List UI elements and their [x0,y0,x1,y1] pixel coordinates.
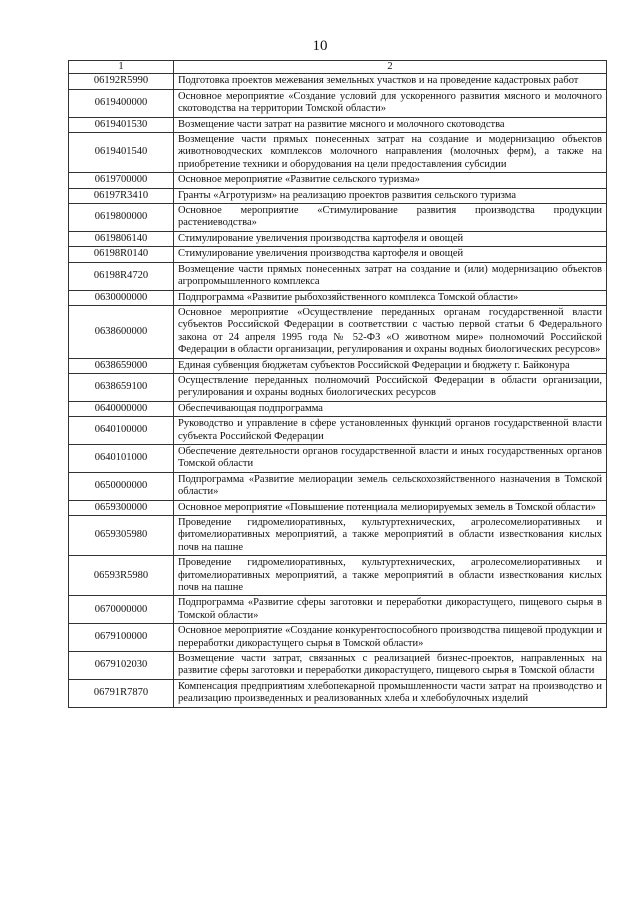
row-code: 06197R3410 [69,188,174,203]
column-header-code: 1 [69,61,174,74]
row-description: Возмещение части затрат, связанных с реализацией бизнес-проектов, направленных на развитие сферы заготовки и переработки дикорастущего, пищевого сырья в Томской области [174,652,607,680]
row-description: Подпрограмма «Развитие рыбохозяйственного комплекса Томской области» [174,290,607,305]
table-row [69,652,607,680]
row-description: Стимулирование увеличения производства картофеля и овощей [174,247,607,262]
row-description: Возмещение части затрат на развитие мясного и молочного скотоводства [174,117,607,132]
row-code: 0619401530 [69,117,174,132]
budget-classification-table [68,60,607,708]
row-code: 0640000000 [69,401,174,416]
row-code: 0619806140 [69,231,174,246]
table-row [69,117,607,132]
row-description: Обеспечивающая подпрограмма [174,401,607,416]
row-code: 06198R4720 [69,262,174,290]
row-description: Гранты «Агротуризм» на реализацию проектов развития сельского туризма [174,188,607,203]
table-row [69,500,607,515]
table-row [69,173,607,188]
row-description: Возмещение части прямых понесенных затрат на создание и (или) модернизацию объектов агропромышленного комплекса [174,262,607,290]
row-code: 0619400000 [69,89,174,117]
row-description: Осуществление переданных полномочий Российской Федерации в области организации, регулирования и охраны водных биологических ресурсов [174,373,607,401]
row-code: 0679102030 [69,652,174,680]
row-code: 0619401540 [69,133,174,173]
row-code: 0640100000 [69,417,174,445]
table-row [69,305,607,358]
row-description: Основное мероприятие «Создание конкурентоспособного производства пищевой продукции и переработки дикорастущего сырья в Томской области» [174,624,607,652]
table-row [69,401,607,416]
row-code: 06192R5990 [69,74,174,89]
row-description: Основное мероприятие «Осуществление переданных органам государственной власти субъектов Российской Федерации в соответствии с частью первой статьи 6 Федерального закона от 24 апреля 1995 года № 52-ФЗ «О животном мире» полномочий Российской Федерации в области организации, регулирования и охраны водных биологических ресурсов» [174,305,607,358]
table-row [69,262,607,290]
row-code: 0619700000 [69,173,174,188]
table-row [69,204,607,232]
row-description: Руководство и управление в сфере установленных функций органов государственной власти субъекта Российской Федерации [174,417,607,445]
row-description: Подпрограмма «Развитие сферы заготовки и переработки дикорастущего, пищевого сырья в Томской области» [174,596,607,624]
row-code: 06593R5980 [69,556,174,596]
row-description: Стимулирование увеличения производства картофеля и овощей [174,231,607,246]
row-code: 0659300000 [69,500,174,515]
table-row [69,74,607,89]
table-row [69,417,607,445]
table-row [69,89,607,117]
table-row [69,290,607,305]
row-description: Компенсация предприятиям хлебопекарной промышленности части затрат на производство и реализацию произведенных и реализованных хлеба и хлебобулочных изделий [174,679,607,707]
row-code: 0650000000 [69,472,174,500]
row-description: Основное мероприятие «Развитие сельского туризма» [174,173,607,188]
row-code: 0630000000 [69,290,174,305]
row-code: 0679100000 [69,624,174,652]
row-code: 0640101000 [69,444,174,472]
table-row [69,133,607,173]
table-row [69,247,607,262]
row-description: Единая субвенция бюджетам субъектов Российской Федерации и бюджету г. Байконура [174,358,607,373]
table-row [69,624,607,652]
table-row [69,444,607,472]
table-row [69,596,607,624]
row-description: Основное мероприятие «Стимулирование развития производства продукции растениеводства» [174,204,607,232]
row-code: 06198R0140 [69,247,174,262]
row-code: 0638600000 [69,305,174,358]
table-header-row [69,61,607,74]
row-description: Проведение гидромелиоративных, культуртехнических, агролесомелиоративных и фитомелиоративных мероприятий, а также мероприятий в области известкования кислых почв на пашне [174,556,607,596]
table-row [69,472,607,500]
page-number: 10 [312,38,328,54]
table-row [69,188,607,203]
table-row [69,516,607,556]
row-code: 0619800000 [69,204,174,232]
table-row [69,358,607,373]
row-code: 0670000000 [69,596,174,624]
row-description: Подготовка проектов межевания земельных участков и на проведение кадастровых работ [174,74,607,89]
table-row [69,679,607,707]
row-code: 06791R7870 [69,679,174,707]
table-row [69,373,607,401]
row-description: Возмещение части прямых понесенных затрат на создание и модернизацию объектов животноводческих комплексов молочного направления (молочных ферм), а также на приобретение техники и оборудования на цели предоставления субсидии [174,133,607,173]
row-description: Обеспечение деятельности органов государственной власти и иных государственных органов Томской области [174,444,607,472]
row-description: Основное мероприятие «Создание условий для ускоренного развития мясного и молочного скотоводства на территории Томской области» [174,89,607,117]
row-description: Основное мероприятие «Повышение потенциала мелиорируемых земель в Томской области» [174,500,607,515]
row-code: 0638659000 [69,358,174,373]
table-row [69,231,607,246]
row-code: 0638659100 [69,373,174,401]
row-description: Проведение гидромелиоративных, культуртехнических, агролесомелиоративных и фитомелиоративных мероприятий, а также мероприятий в области известкования кислых почв на пашне [174,516,607,556]
row-code: 0659305980 [69,516,174,556]
column-header-name: 2 [174,61,607,74]
row-description: Подпрограмма «Развитие мелиорации земель сельскохозяйственного назначения в Томской области» [174,472,607,500]
table-row [69,556,607,596]
